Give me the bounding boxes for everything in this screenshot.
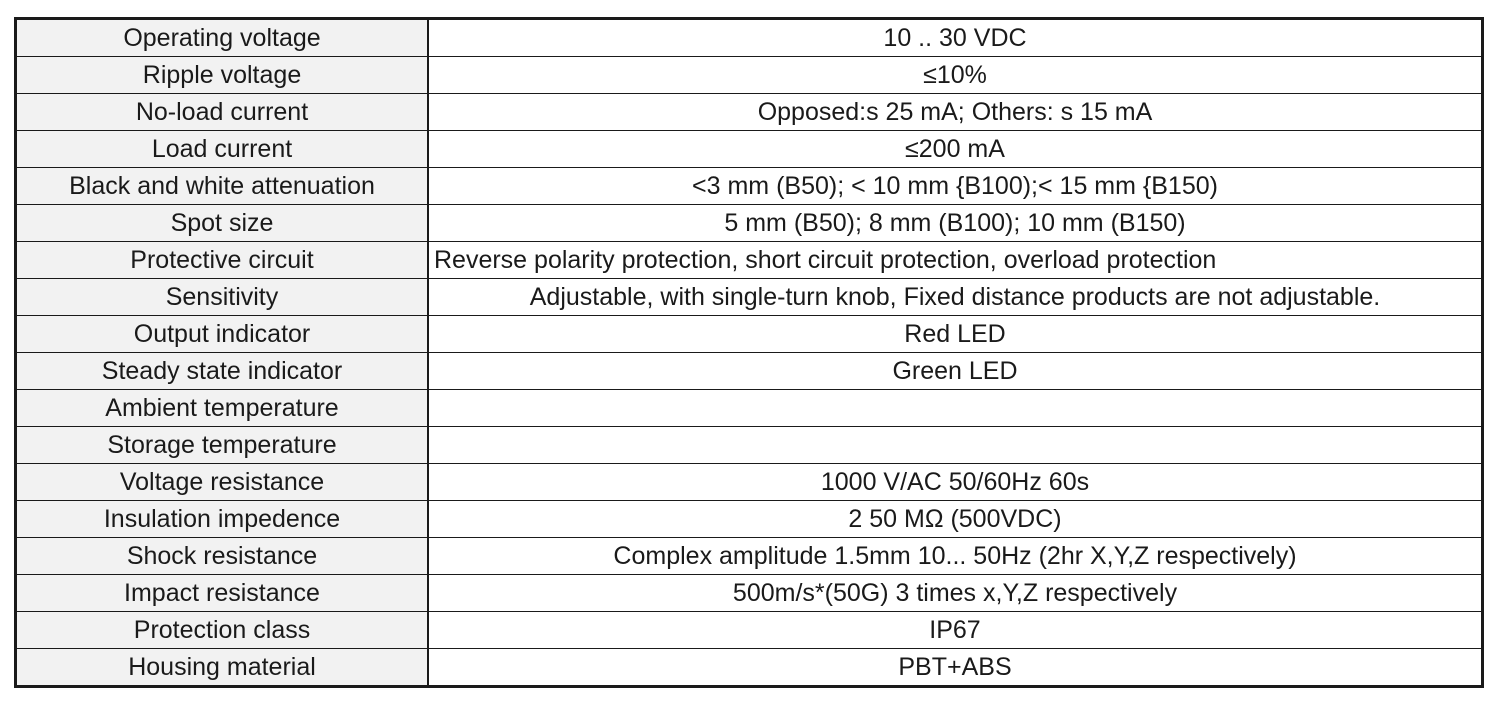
spec-label: Shock resistance bbox=[16, 538, 429, 575]
spec-table bbox=[14, 17, 1484, 688]
spec-value: Adjustable, with single-turn knob, Fixed distance products are not adjustable. bbox=[428, 279, 1483, 316]
spec-label: Output indicator bbox=[16, 316, 429, 353]
spec-value: ≤200 mA bbox=[428, 131, 1483, 168]
spec-value: Reverse polarity protection, short circuit protection, overload protection bbox=[428, 242, 1483, 279]
spec-value: <3 mm (B50); < 10 mm {B100);< 15 mm {B150) bbox=[428, 168, 1483, 205]
table-row bbox=[16, 19, 1483, 57]
spec-label: Voltage resistance bbox=[16, 464, 429, 501]
spec-value bbox=[428, 390, 1483, 427]
spec-value: 10 .. 30 VDC bbox=[428, 19, 1483, 57]
spec-value: Complex amplitude 1.5mm 10... 50Hz (2hr X,Y,Z respectively) bbox=[428, 538, 1483, 575]
spec-value: Opposed:s 25 mA; Others: s 15 mA bbox=[428, 94, 1483, 131]
spec-label: Ripple voltage bbox=[16, 57, 429, 94]
spec-value: 1000 V/AC 50/60Hz 60s bbox=[428, 464, 1483, 501]
spec-label: Impact resistance bbox=[16, 575, 429, 612]
spec-value: Green LED bbox=[428, 353, 1483, 390]
table-row bbox=[16, 390, 1483, 427]
spec-label: Operating voltage bbox=[16, 19, 429, 57]
spec-label: Sensitivity bbox=[16, 279, 429, 316]
table-row bbox=[16, 575, 1483, 612]
spec-label: No-load current bbox=[16, 94, 429, 131]
spec-value bbox=[428, 427, 1483, 464]
table-row bbox=[16, 168, 1483, 205]
spec-label: Storage temperature bbox=[16, 427, 429, 464]
spec-label: Steady state indicator bbox=[16, 353, 429, 390]
table-row bbox=[16, 94, 1483, 131]
table-row bbox=[16, 353, 1483, 390]
table-row bbox=[16, 242, 1483, 279]
spec-value: ≤10% bbox=[428, 57, 1483, 94]
spec-label: Protective circuit bbox=[16, 242, 429, 279]
spec-value: 500m/s*(50G) 3 times x,Y,Z respectively bbox=[428, 575, 1483, 612]
spec-label: Load current bbox=[16, 131, 429, 168]
spec-label: Spot size bbox=[16, 205, 429, 242]
table-row bbox=[16, 649, 1483, 687]
table-row bbox=[16, 279, 1483, 316]
table-row bbox=[16, 316, 1483, 353]
spec-table-body bbox=[16, 19, 1483, 687]
table-row bbox=[16, 131, 1483, 168]
table-row bbox=[16, 501, 1483, 538]
table-row bbox=[16, 427, 1483, 464]
spec-value: 5 mm (B50); 8 mm (B100); 10 mm (B150) bbox=[428, 205, 1483, 242]
spec-label: Housing material bbox=[16, 649, 429, 687]
table-row bbox=[16, 205, 1483, 242]
spec-label: Insulation impedence bbox=[16, 501, 429, 538]
table-row bbox=[16, 57, 1483, 94]
spec-value: Red LED bbox=[428, 316, 1483, 353]
spec-value: IP67 bbox=[428, 612, 1483, 649]
spec-value: 2 50 MΩ (500VDC) bbox=[428, 501, 1483, 538]
table-row bbox=[16, 538, 1483, 575]
spec-value: PBT+ABS bbox=[428, 649, 1483, 687]
spec-label: Black and white attenuation bbox=[16, 168, 429, 205]
table-row bbox=[16, 612, 1483, 649]
spec-label: Protection class bbox=[16, 612, 429, 649]
table-row bbox=[16, 464, 1483, 501]
spec-label: Ambient temperature bbox=[16, 390, 429, 427]
